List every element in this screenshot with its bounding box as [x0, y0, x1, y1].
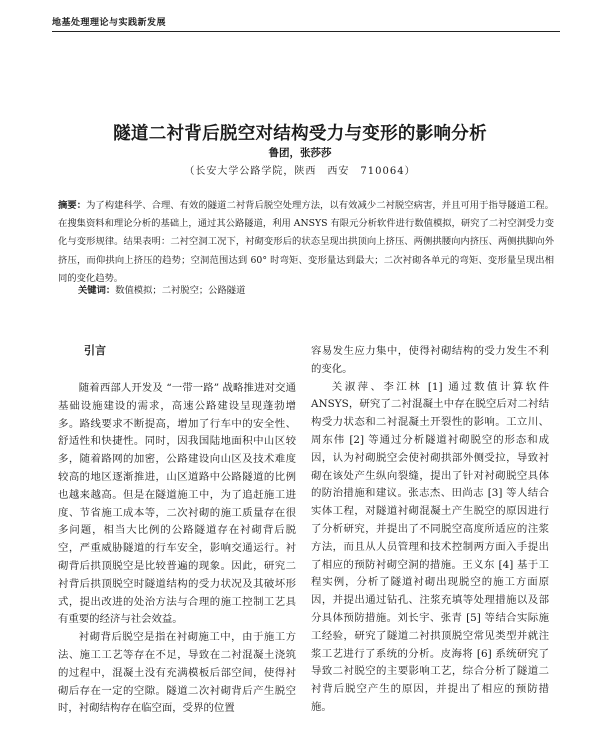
- left-column: [58, 343, 296, 718]
- keywords-label: 关键词：: [78, 285, 116, 296]
- right-column: [311, 343, 549, 717]
- body-paragraph: 随着西部人开发及 “一带一路” 战略推进对交通基础设施建设的需求，高速公路建设呈现蓬勃增多。路线要求不断提高，增加了行车中的安全性、舒适性和快捷性。同时，因我国陆地面积中山区较多，随着路网的加密，公路建设向山区及技术难度较高的地区逐渐推进，山区道路中公路隧道的比例也越来越高。但是在隧道施工中，为了追赶施工进度、节省施工成本等，二次衬砌的施工质量存在很多问题，相当大比例的公路隧道存在衬砌背后脱空，严重威胁隧道的行车安全，影响交通运行。衬砌背后拱顶脱空是比较普遍的现象。因此，研究二衬背后拱顶脱空时隧道结构的受力状况及其破坏形式，提出改进的处治方法与合理的施工控制工艺具有重要的经济与社会效益。: [58, 382, 296, 626]
- paper-affiliation: （长安大学公路学院，陕西 西安 710064）: [184, 166, 416, 177]
- header-rule: [52, 31, 560, 32]
- keywords-text: 数值模拟；二衬脱空；公路隧道: [115, 285, 246, 296]
- abstract-block: [58, 197, 554, 288]
- body-paragraph: 关淑萍、李江林 [1] 通过数值计算软件 ANSYS，研究了二衬混凝土中存在脱空后对二衬结构受力状态和二衬混凝土开裂性的影响。工立川、周东伟 [2] 等通过分析隧道衬砌脱空的形态和成因，认为衬砌脱空会使衬砌拱部外侧受拉，导致衬砌在该处产生纵向裂缝，提出了针对衬砌脱空具体的防治措施和建议。张志杰、田尚志 [3] 等人结合实体工程，对隧道衬砌混凝土产生脱空的原因进行了分析研究，并提出了不同脱空高度所适应的注浆方法，而且从人员管理和技术控制两方面入手提出了相应的预防衬砌空洞的措施。王义东 [4] 基于工程实例，分析了隧道衬砌出现脱空的施工方面原因，并提出通过钻孔、注浆充填等处理措施以及部分具体预防措施。刘长宇、张青 [5] 等结合实际施工经验，研究了隧道二衬拱顶脱空常见类型并就注浆工艺进行了系统的分析。皮海将 [6] 系统研究了导致二衬脱空的主要影响工艺，综合分析了隧道二衬背后脱空产生的原因，并提出了相应的预防措施。: [311, 380, 549, 713]
- paper-title: 隧道二衬背后脱空对结构受力与变形的影响分析: [113, 124, 487, 144]
- keywords-block: [78, 283, 245, 299]
- section-title-introduction: 引言: [84, 344, 106, 357]
- abstract-label: 摘要：: [58, 200, 87, 211]
- running-head: 地基处理理论与实践新发展: [52, 18, 167, 28]
- paper-authors: 鲁团，张莎莎: [268, 147, 332, 159]
- body-paragraph-continued: 容易发生应力集中，使得衬砌结构的受力发生不利的变化。: [311, 345, 549, 375]
- abstract-text: 为了构建科学、合理、有效的隧道二衬背后脱空处理方法，以有效减少二衬脱空病害，并且可用于指导隧道工程。在搜集资料和理论分析的基础上，通过其公路隧道，利用 ANSYS 有限元分析软件进行数值模拟，研究了二衬空洞受力变化与变形规律。结果表明：二衬空洞工况下，衬砌变形后的状态呈现出拱顶向上挤压、两侧拱腰向内挤压、两侧拱脚向外挤压，而仰拱向上挤压的趋势；空洞范围达到 60° 时弯矩、变形量达到最大；二次衬砌各单元的弯矩、变形量呈现出相同的变化趋势。: [58, 200, 554, 284]
- body-paragraph: 衬砌背后脱空是指在衬砌施工中，由于施工方法、施工工艺等存在不足，导致在二衬混凝土浇筑的过程中，混凝土没有充满模板后部空间，使得衬砌后存在一定的空隙。隧道二次衬砌背后产生脱空时，衬砌结构存在临空面，受界的位置: [58, 631, 296, 715]
